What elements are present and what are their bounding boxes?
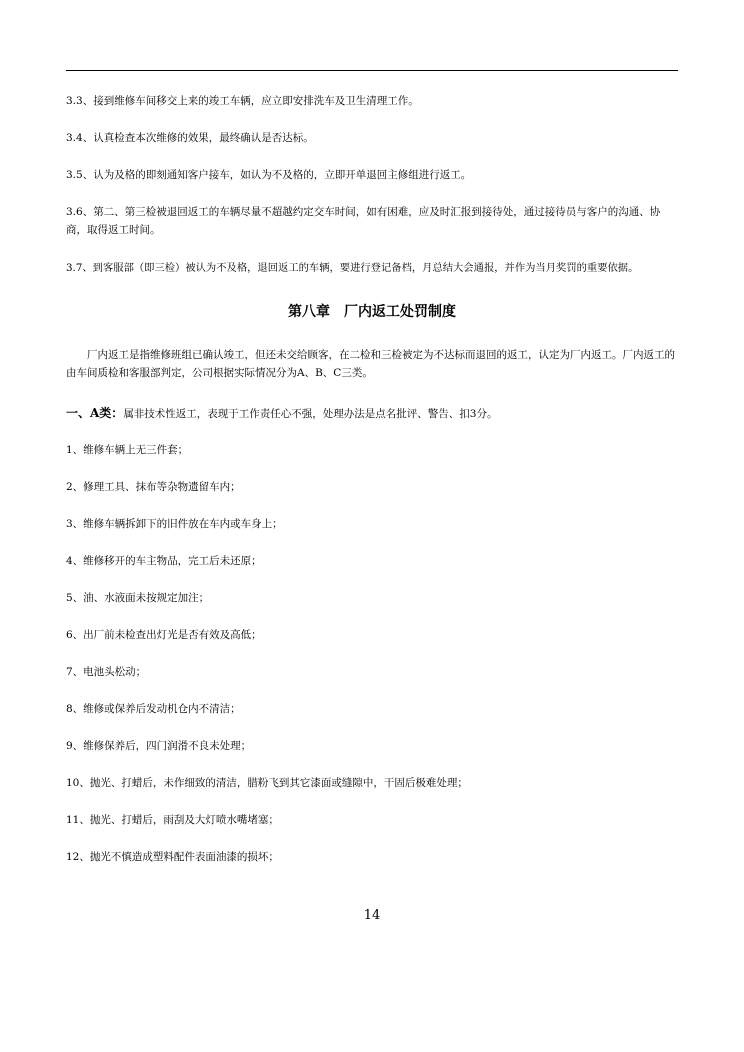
item-3-6: 3.6、第二、第三检被退回返工的车辆尽量不超越约定交车时间，如有困难，应及时汇报到接待处，通过接待员与客户的沟通、协商，取得返工时间。 bbox=[66, 206, 661, 236]
section-a bbox=[66, 404, 678, 423]
list-item: 3、维修车辆拆卸下的旧件放在车内或车身上； bbox=[66, 518, 283, 530]
list-item: 6、出厂前未检查出灯光是否有效及高低； bbox=[66, 629, 262, 641]
list-item: 8、维修或保养后发动机仓内不清洁； bbox=[66, 703, 241, 715]
chapter-name: 厂内返工处罚制度 bbox=[344, 304, 456, 320]
list-item: 7、电池头松动； bbox=[66, 666, 147, 678]
section-a-text: 属非技术性返工，表现于工作责任心不强，处理办法是点名批评、警告、扣3分。 bbox=[123, 408, 498, 420]
item-3-3: 3.3、接到维修车间移交上来的竣工车辆，应立即安排洗车及卫生清理工作。 bbox=[66, 95, 419, 107]
header-rule bbox=[66, 70, 678, 71]
intro-paragraph: 厂内返工是指维修班组已确认竣工，但还未交给顾客，在二检和三检被定为不达标而退回的返工，认定为厂内返工。厂内返工的由车间质检和客服部判定，公司根据实际情况分为A、B、C三类。 bbox=[66, 349, 675, 379]
item-3-7: 3.7、到客服部（即三检）被认为不及格，退回返工的车辆，要进行登记备档，月总结大会通报，并作为当月奖罚的重要依据。 bbox=[66, 262, 639, 274]
list-item: 11、抛光、打蜡后，雨刮及大灯喷水嘴堵塞； bbox=[66, 814, 279, 826]
list-item: 2、修理工具、抹布等杂物遗留车内； bbox=[66, 481, 241, 493]
list-item: 4、维修移开的车主物品，完工后未还原； bbox=[66, 555, 262, 567]
chapter-number: 第八章 bbox=[288, 304, 330, 320]
item-3-5: 3.5、认为及格的即刻通知客户接车，如认为不及格的，立即开单退回主修组进行返工。 bbox=[66, 169, 472, 181]
list-item: 12、抛光不慎造成塑料配件表面油漆的损坏； bbox=[66, 851, 279, 863]
item-3-4: 3.4、认真检查本次维修的效果，最终确认是否达标。 bbox=[66, 132, 314, 144]
chapter-title bbox=[66, 302, 678, 322]
list-item: 9、维修保养后，四门润滑不良未处理； bbox=[66, 740, 252, 752]
page-number: 14 bbox=[363, 908, 381, 923]
list-item: 1、维修车辆上无三件套； bbox=[66, 444, 189, 456]
list-item: 10、抛光、打蜡后，未作细致的清洁，腊粉飞到其它漆面或缝隙中，干固后极难处理； bbox=[66, 777, 468, 789]
list-item: 5、油、水液面未按规定加注； bbox=[66, 592, 210, 604]
section-a-heading: 一、A类： bbox=[66, 406, 124, 420]
